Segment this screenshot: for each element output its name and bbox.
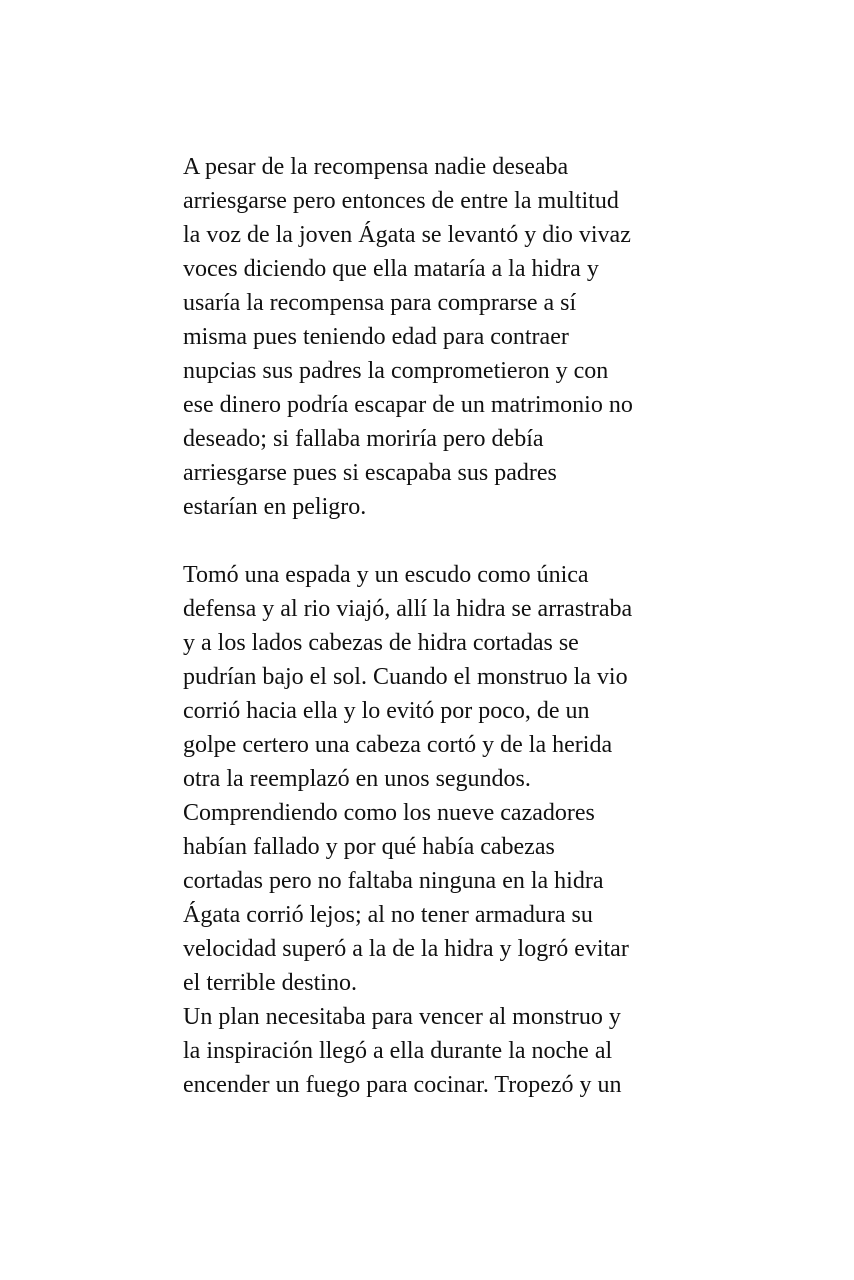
text-line: arriesgarse pero entonces de entre la multitud	[183, 188, 619, 214]
text-line: Un plan necesitaba para vencer al monstruo y	[183, 1004, 621, 1030]
text-line: Ágata corrió lejos; al no tener armadura su	[183, 902, 593, 928]
paragraph-2	[183, 558, 683, 1000]
text-line: arriesgarse pues si escapaba sus padres	[183, 460, 557, 486]
text-line: cortadas pero no faltaba ninguna en la hidra	[183, 868, 604, 894]
text-line: voces diciendo que ella mataría a la hidra y	[183, 256, 599, 282]
paragraph-spacer	[183, 524, 683, 558]
text-line: encender un fuego para cocinar. Tropezó y un	[183, 1072, 622, 1098]
text-line: estarían en peligro.	[183, 494, 367, 520]
text-line: Comprendiendo como los nueve cazadores	[183, 800, 595, 826]
text-line: golpe certero una cabeza cortó y de la herida	[183, 732, 613, 758]
text-line: la inspiración llegó a ella durante la noche al	[183, 1038, 613, 1064]
text-line: ese dinero podría escapar de un matrimonio no	[183, 392, 633, 418]
paragraph-3	[183, 1000, 683, 1102]
text-line: y a los lados cabezas de hidra cortadas se	[183, 630, 579, 656]
text-line: otra la reemplazó en unos segundos.	[183, 766, 531, 792]
text-line: la voz de la joven Ágata se levantó y dio vivaz	[183, 222, 631, 248]
text-line: deseado; si fallaba moriría pero debía	[183, 426, 544, 452]
text-line: el terrible destino.	[183, 970, 357, 996]
text-line: defensa y al rio viajó, allí la hidra se arrastraba	[183, 596, 633, 622]
text-line: corrió hacia ella y lo evitó por poco, de un	[183, 698, 590, 724]
text-line: A pesar de la recompensa nadie deseaba	[183, 154, 569, 180]
text-line: velocidad superó a la de la hidra y logró evitar	[183, 936, 629, 962]
paragraph-1	[183, 150, 683, 524]
body-text	[183, 150, 683, 1102]
text-line: Tomó una espada y un escudo como única	[183, 562, 589, 588]
text-line: habían fallado y por qué había cabezas	[183, 834, 555, 860]
text-line: nupcias sus padres la comprometieron y con	[183, 358, 609, 384]
text-line: usaría la recompensa para comprarse a sí	[183, 290, 577, 316]
text-line: misma pues teniendo edad para contraer	[183, 324, 569, 350]
text-line: pudrían bajo el sol. Cuando el monstruo la vio	[183, 664, 628, 690]
